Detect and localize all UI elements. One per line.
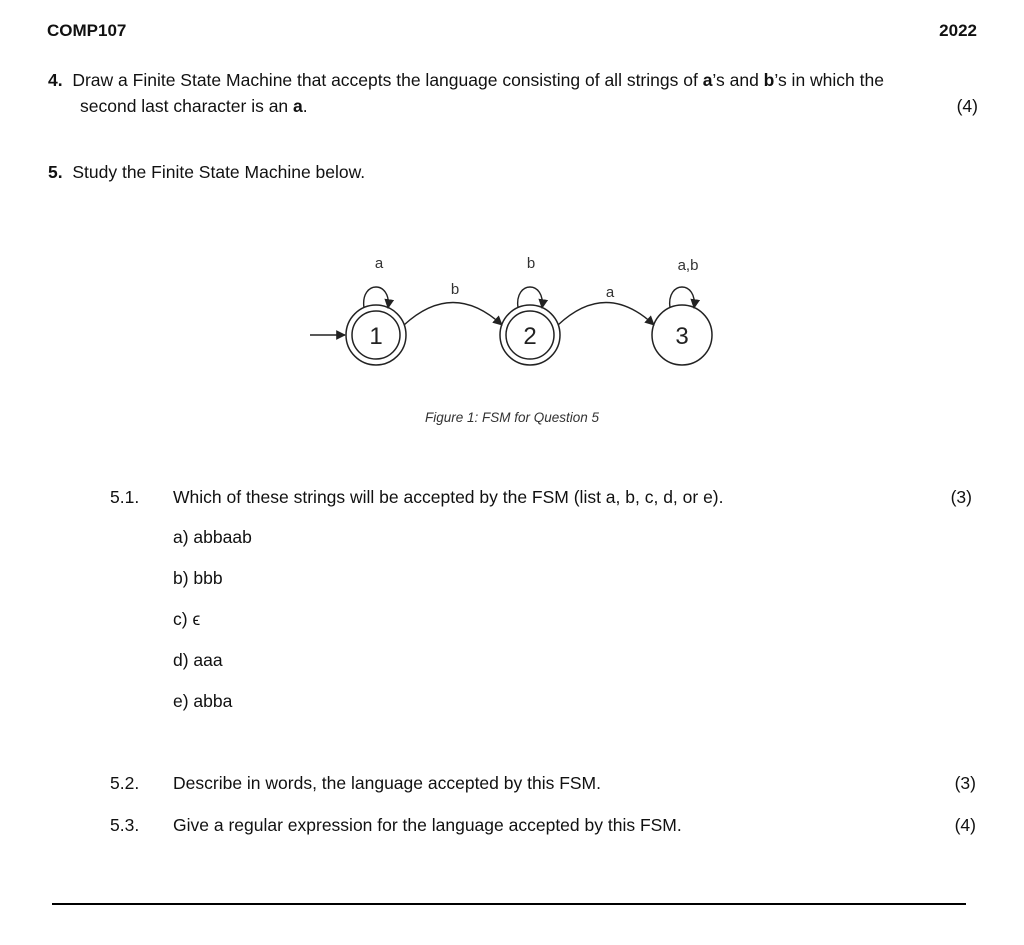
fsm-diagram (300, 245, 740, 395)
sub-5-3-number: 5.3. (110, 815, 140, 835)
loop-3-label: a,b (677, 257, 699, 274)
state-3-label: 3 (675, 323, 689, 350)
edge-2-to-3 (558, 303, 654, 326)
option-b: b) bbb (173, 568, 223, 588)
question-4-a-bold: a (702, 70, 713, 90)
question-4-number: 4. (48, 70, 63, 90)
state-1-label: 1 (369, 323, 383, 350)
sub-5-2-text: Describe in words, the language accepted by this FSM. (173, 773, 601, 793)
exam-year: 2022 (939, 21, 977, 40)
sub-5-3-marks: (4) (954, 815, 976, 835)
question-4-line1 (48, 70, 884, 91)
edge-1-to-2-label: b (450, 281, 460, 298)
question-4-a-bold-2: a (293, 96, 303, 116)
edge-1-to-2 (404, 303, 502, 326)
state-1 (346, 305, 406, 365)
option-a: a) abbaab (173, 527, 252, 547)
option-e: e) abba (173, 691, 233, 711)
state-2 (500, 305, 560, 365)
question-4-line2-text: second last character is an (80, 96, 294, 116)
sub-5-1-text: Which of these strings will be accepted by the FSM (list a, b, c, d, or e). (173, 487, 724, 507)
loop-2-label: b (526, 255, 536, 272)
question-4-text-part2: ’s and (712, 70, 764, 90)
question-4-text-part1: Draw a Finite State Machine that accepts the language consisting of all strings of (72, 70, 703, 90)
state-2-label: 2 (523, 323, 537, 350)
question-5-number: 5. (48, 162, 63, 182)
question-4-b-bold: b (763, 70, 775, 90)
sub-5-1-marks: (3) (950, 487, 972, 507)
question-5-line (48, 162, 365, 183)
question-4-line2 (80, 96, 308, 117)
sub-5-3-text: Give a regular expression for the language accepted by this FSM. (173, 815, 682, 835)
sub-5-2-number: 5.2. (110, 773, 140, 793)
course-code: COMP107 (47, 21, 127, 40)
question-4-text-part3: ’s in which the (774, 70, 884, 90)
option-c: c) ϵ (173, 609, 201, 629)
question-4-marks: (4) (956, 96, 978, 116)
state-3 (652, 305, 712, 365)
question-4-line2-end: . (302, 96, 308, 116)
sub-5-2-marks: (3) (954, 773, 976, 793)
sub-5-1-number: 5.1. (110, 487, 140, 507)
option-d: d) aaa (173, 650, 223, 670)
edge-2-to-3-label: a (605, 284, 615, 301)
loop-1-label: a (374, 255, 384, 272)
figure-caption: Figure 1: FSM for Question 5 (425, 410, 600, 425)
bottom-rule (52, 903, 966, 905)
question-5-text: Study the Finite State Machine below. (72, 162, 366, 182)
